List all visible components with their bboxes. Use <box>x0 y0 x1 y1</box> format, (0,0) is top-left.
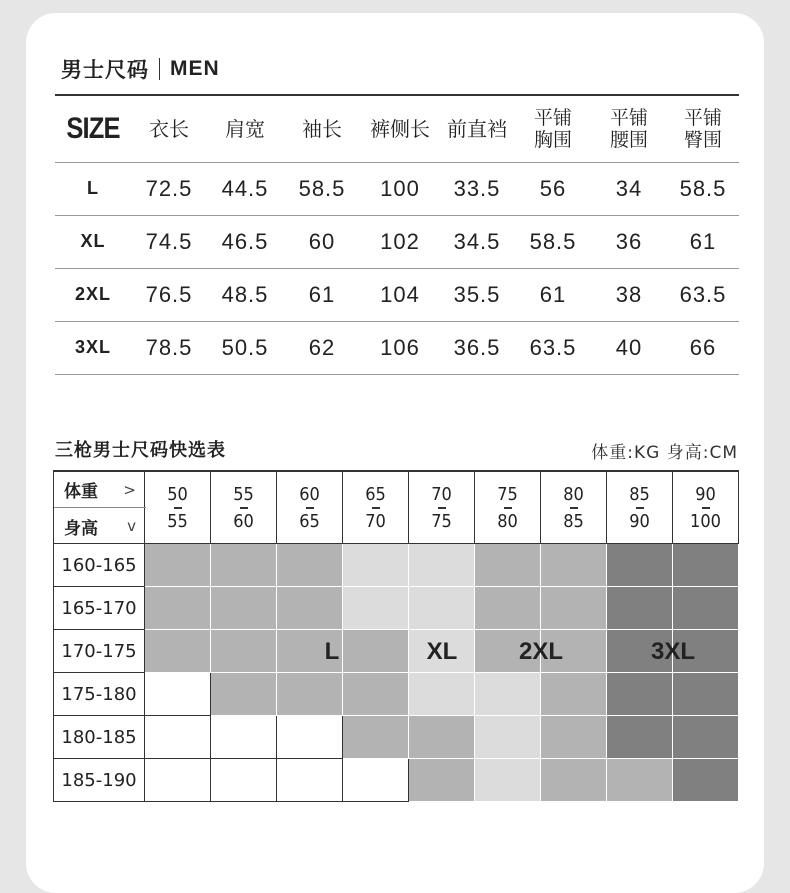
size-zone-cell <box>673 759 739 802</box>
measurement-cell: 58.5 <box>529 228 577 254</box>
size-zone-cell <box>409 716 475 759</box>
measurement-cell: 44.5 <box>221 175 269 201</box>
table-row <box>55 162 739 215</box>
weight-range-end: 60 <box>233 510 254 532</box>
axis-header <box>53 470 145 544</box>
weight-column-header <box>145 470 211 544</box>
measurement-cell: 61 <box>308 281 336 307</box>
range-bar-icon <box>240 507 248 509</box>
header-chest-line1: 平铺 <box>533 106 572 129</box>
title-cn: 男士尺码 <box>61 58 149 82</box>
size-zone-cell <box>145 544 211 587</box>
size-zone-label: L <box>324 637 340 665</box>
measurement-cell: 38 <box>615 281 643 307</box>
measurement-cell: 63.5 <box>529 334 577 360</box>
weight-range-start: 60 <box>299 483 320 505</box>
measurement-cell: 36.5 <box>453 334 501 360</box>
size-zone-cell <box>145 759 211 802</box>
weight-range-end: 75 <box>431 510 452 532</box>
header-sleeve: 袖长 <box>283 95 361 162</box>
height-row-label: 175-180 <box>53 673 145 716</box>
range-bar-icon <box>570 507 578 509</box>
weight-label: 体重 <box>64 482 98 502</box>
quick-select-title: 三枪男士尺码快选表 <box>55 440 226 461</box>
measurement-cell: 62 <box>308 334 336 360</box>
weight-column-header <box>343 470 409 544</box>
size-zone-cell <box>607 587 673 630</box>
measurement-cell: 48.5 <box>221 281 269 307</box>
height-row-label: 185-190 <box>53 759 145 802</box>
page-title <box>61 54 220 84</box>
title-divider <box>159 58 160 80</box>
header-size: SIZE <box>61 95 126 162</box>
header-front-rise: 前直裆 <box>439 95 515 162</box>
weight-range-start: 50 <box>167 483 188 505</box>
weight-column-header <box>541 470 607 544</box>
range-bar-icon <box>702 507 710 509</box>
size-measurement-table <box>55 94 739 375</box>
size-zone-cell <box>343 759 409 802</box>
range-bar-icon <box>372 507 380 509</box>
range-bar-icon <box>174 507 182 509</box>
table-row <box>55 268 739 321</box>
weight-range-start: 90 <box>695 483 716 505</box>
weight-range-end: 85 <box>563 510 584 532</box>
range-bar-icon <box>636 507 644 509</box>
size-zone-cell <box>343 673 409 716</box>
size-cell: XL <box>80 231 106 251</box>
range-bar-icon <box>306 507 314 509</box>
size-zone-cell <box>277 759 343 802</box>
header-hip-line2: 臀围 <box>683 128 722 151</box>
weight-column-header <box>277 470 343 544</box>
size-zone-cell <box>211 673 277 716</box>
weight-axis-label <box>54 472 146 508</box>
header-chest-line2: 胸围 <box>533 128 572 151</box>
header-shoulder: 肩宽 <box>207 95 283 162</box>
size-zone-cell <box>541 544 607 587</box>
size-zone-cell <box>145 587 211 630</box>
size-zone-cell <box>343 630 409 673</box>
measurement-cell: 46.5 <box>221 228 269 254</box>
weight-range-start: 80 <box>563 483 584 505</box>
size-zone-cell <box>607 673 673 716</box>
size-zone-cell <box>475 716 541 759</box>
header-hip <box>667 95 739 162</box>
size-zone-cell <box>145 716 211 759</box>
size-cell: L <box>87 178 99 198</box>
measurement-cell: 56 <box>539 175 567 201</box>
size-zone-cell <box>541 673 607 716</box>
measurement-cell: 33.5 <box>453 175 501 201</box>
measurement-cell: 104 <box>380 281 420 307</box>
header-chest <box>515 95 591 162</box>
height-arrow-icon: v <box>127 517 136 535</box>
size-table-header <box>55 95 739 162</box>
weight-range-end: 55 <box>167 510 188 532</box>
size-zone-cell <box>541 759 607 802</box>
title-en: MEN <box>170 57 220 80</box>
size-zone-cell <box>673 587 739 630</box>
size-zone-cell <box>211 544 277 587</box>
size-zone-cell <box>277 587 343 630</box>
size-zone-cell <box>211 759 277 802</box>
weight-range-start: 55 <box>233 483 254 505</box>
weight-column-header <box>607 470 673 544</box>
size-zone-cell <box>409 544 475 587</box>
size-zone-cell <box>607 544 673 587</box>
measurement-cell: 76.5 <box>145 281 193 307</box>
weight-range-end: 65 <box>299 510 320 532</box>
size-zone-cell <box>211 630 277 673</box>
measurement-cell: 66 <box>689 334 717 360</box>
quick-select-grid <box>53 470 739 800</box>
weight-range-start: 70 <box>431 483 452 505</box>
size-zone-label: 2XL <box>518 637 564 665</box>
measurement-cell: 63.5 <box>679 281 727 307</box>
weight-arrow-icon: > <box>123 480 136 499</box>
size-zone-cell <box>673 544 739 587</box>
size-zone-cell <box>343 544 409 587</box>
size-zone-cell <box>541 716 607 759</box>
size-zone-cell <box>277 544 343 587</box>
weight-range-start: 85 <box>629 483 650 505</box>
measurement-cell: 58.5 <box>298 175 346 201</box>
measurement-cell: 74.5 <box>145 228 193 254</box>
measurement-cell: 50.5 <box>221 334 269 360</box>
size-zone-cell <box>343 716 409 759</box>
height-axis-label <box>54 508 146 544</box>
measurement-cell: 36 <box>615 228 643 254</box>
size-zone-cell <box>145 673 211 716</box>
header-waist-line1: 平铺 <box>609 106 648 129</box>
table-row <box>55 215 739 268</box>
measurement-cell: 78.5 <box>145 334 193 360</box>
measurement-cell: 100 <box>380 175 420 201</box>
size-zone-label: 3XL <box>650 637 696 665</box>
measurement-cell: 35.5 <box>453 281 501 307</box>
range-bar-icon <box>438 507 446 509</box>
size-zone-cell <box>475 673 541 716</box>
size-zone-cell <box>409 759 475 802</box>
weight-range-end: 80 <box>497 510 518 532</box>
measurement-cell: 58.5 <box>679 175 727 201</box>
size-zone-cell <box>541 587 607 630</box>
size-zone-cell <box>409 673 475 716</box>
measurement-cell: 60 <box>308 228 336 254</box>
height-row-label: 170-175 <box>53 630 145 673</box>
size-zone-label: XL <box>426 637 458 665</box>
measurement-cell: 61 <box>539 281 567 307</box>
weight-range-end: 90 <box>629 510 650 532</box>
measurement-cell: 72.5 <box>145 175 193 201</box>
size-zone-cell <box>277 673 343 716</box>
height-row-label: 180-185 <box>53 716 145 759</box>
height-row-label: 165-170 <box>53 587 145 630</box>
header-hip-line1: 平铺 <box>683 106 722 129</box>
weight-range-end: 100 <box>690 510 721 532</box>
height-row-label: 160-165 <box>53 544 145 587</box>
size-cell: 3XL <box>74 337 111 357</box>
height-label: 身高 <box>64 518 98 539</box>
size-zone-cell <box>607 759 673 802</box>
weight-range-start: 75 <box>497 483 518 505</box>
unit-note: 体重:KG 身高:CM <box>591 443 738 463</box>
weight-range-start: 65 <box>365 483 386 505</box>
weight-range-end: 70 <box>365 510 386 532</box>
size-zone-cell <box>475 759 541 802</box>
size-zone-cell <box>145 630 211 673</box>
measurement-cell: 34 <box>615 175 643 201</box>
header-waist-line2: 腰围 <box>609 128 648 151</box>
size-zone-cell <box>673 673 739 716</box>
size-zone-cell <box>211 587 277 630</box>
size-zone-cell <box>409 587 475 630</box>
measurement-cell: 40 <box>615 334 643 360</box>
weight-column-header <box>673 470 739 544</box>
size-zone-cell <box>475 587 541 630</box>
weight-column-header <box>211 470 277 544</box>
range-bar-icon <box>504 507 512 509</box>
measurement-cell: 61 <box>689 228 717 254</box>
weight-column-header <box>409 470 475 544</box>
measurement-cell: 106 <box>380 334 420 360</box>
size-zone-cell <box>211 716 277 759</box>
weight-column-header <box>475 470 541 544</box>
measurement-cell: 102 <box>380 228 420 254</box>
header-pants-length: 裤侧长 <box>361 95 439 162</box>
header-length: 衣长 <box>131 95 207 162</box>
table-row <box>55 321 739 374</box>
size-zone-cell <box>475 544 541 587</box>
size-cell: 2XL <box>74 284 111 304</box>
size-zone-cell <box>607 716 673 759</box>
header-waist <box>591 95 667 162</box>
size-zone-cell <box>673 716 739 759</box>
measurement-cell: 34.5 <box>453 228 501 254</box>
size-zone-cell <box>343 587 409 630</box>
size-zone-cell <box>277 716 343 759</box>
